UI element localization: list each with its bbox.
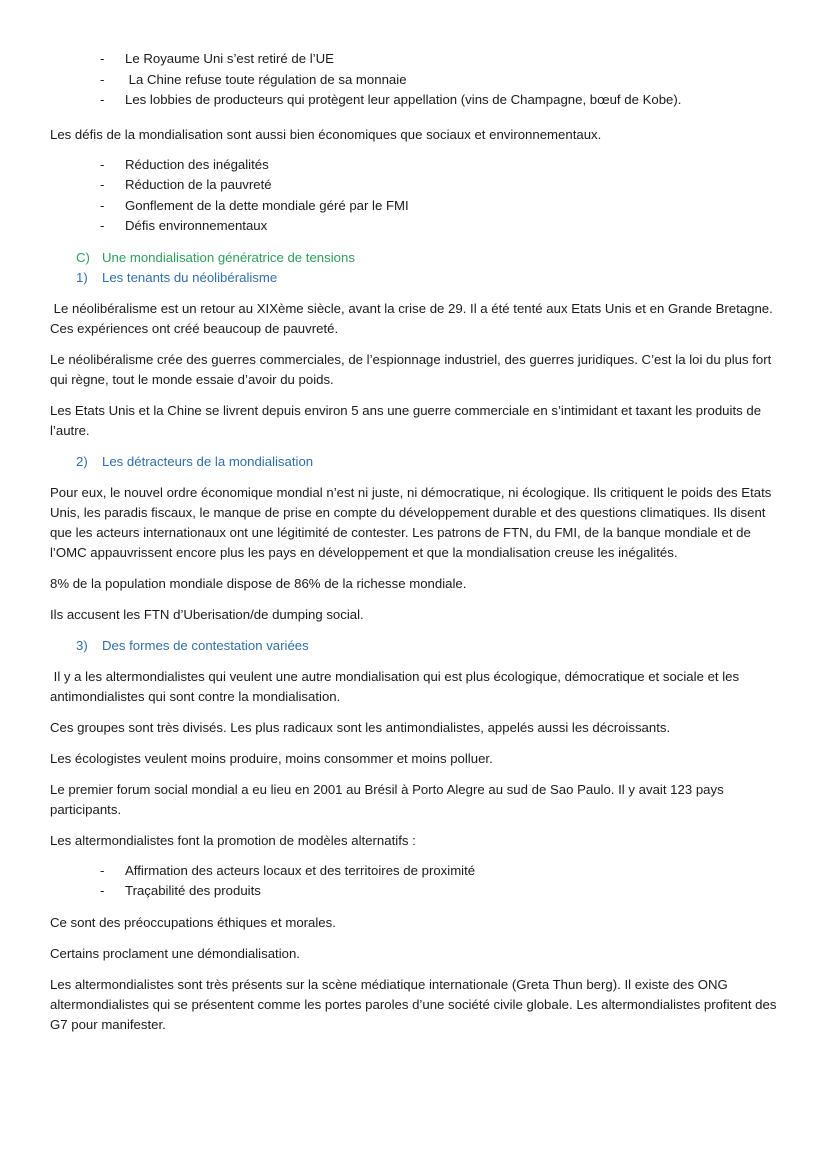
bullet-list-brakes bbox=[50, 49, 780, 111]
document-page bbox=[50, 49, 780, 1035]
subheading-number: 3) bbox=[76, 637, 88, 653]
list-item-text: Traçabilité des produits bbox=[125, 883, 261, 898]
dash-bullet: - bbox=[100, 197, 105, 213]
paragraph: Les Etats Unis et la Chine se livrent depuis environ 5 ans une guerre commerciale en s’intimidant et taxant les produits de l’autre. bbox=[50, 402, 762, 438]
dash-bullet: - bbox=[100, 218, 105, 233]
subheading-2 bbox=[50, 452, 780, 472]
bullet-list-challenges bbox=[50, 155, 780, 237]
list-item-text: Réduction des inégalités bbox=[125, 156, 269, 172]
paragraph: Ces groupes sont très divisés. Les plus radicaux sont les antimondialistes, appelés aussi les décroissants. bbox=[50, 719, 671, 735]
list-item bbox=[100, 90, 780, 111]
paragraph: Le premier forum social mondial a eu lieu en 2001 au Brésil à Porto Alegre au sud de Sao Paulo. Il y avait 123 pays participants. bbox=[50, 781, 724, 817]
list-item bbox=[100, 216, 780, 237]
paragraph: Les écologistes veulent moins produire, moins consommer et moins polluer. bbox=[50, 750, 493, 766]
subheading-3 bbox=[50, 636, 780, 656]
section-title: Une mondialisation génératrice de tensions bbox=[102, 249, 355, 265]
subheading-title: Des formes de contestation variées bbox=[102, 637, 309, 653]
list-item-text: Réduction de la pauvreté bbox=[125, 177, 272, 192]
subheading-title: Les détracteurs de la mondialisation bbox=[102, 453, 314, 469]
list-item bbox=[100, 881, 780, 902]
paragraph: Le néolibéralisme crée des guerres commerciales, de l’espionnage industriel, des guerres juridiques. C’est la loi du plus fort qui règne, tout le monde essaie d’avoir du poids. bbox=[50, 351, 772, 387]
paragraph: Certains proclament une démondialisation. bbox=[50, 945, 300, 961]
dash-bullet: - bbox=[100, 92, 105, 107]
section-heading-c bbox=[50, 248, 780, 268]
list-item-text: Gonflement de la dette mondiale géré par le FMI bbox=[125, 197, 409, 213]
list-item bbox=[100, 155, 780, 176]
paragraph: Les défis de la mondialisation sont aussi bien économiques que sociaux et environnementaux. bbox=[50, 126, 602, 142]
subheading-number: 2) bbox=[76, 453, 88, 469]
list-item-text: La Chine refuse toute régulation de sa monnaie bbox=[125, 71, 407, 87]
bullet-list-alternatives bbox=[50, 861, 780, 902]
list-item bbox=[100, 49, 780, 70]
dash-bullet: - bbox=[100, 177, 105, 192]
dash-bullet: - bbox=[100, 862, 105, 878]
list-item bbox=[100, 861, 780, 882]
subheading-1 bbox=[50, 268, 780, 288]
subheading-number: 1) bbox=[76, 269, 88, 285]
list-item-text: Le Royaume Uni s’est retiré de l’UE bbox=[125, 51, 334, 66]
paragraph: Il y a les altermondialistes qui veulent une autre mondialisation qui est plus écologique, démocratique et sociale et les antimondialistes qui sont contre la mondialisation. bbox=[50, 668, 743, 704]
list-item-text: Affirmation des acteurs locaux et des territoires de proximité bbox=[125, 862, 476, 878]
list-item bbox=[100, 196, 780, 217]
dash-bullet: - bbox=[100, 71, 105, 87]
dash-bullet: - bbox=[100, 156, 105, 172]
paragraph: Ce sont des préoccupations éthiques et morales. bbox=[50, 914, 336, 930]
dash-bullet: - bbox=[100, 51, 105, 66]
paragraph: Le néolibéralisme est un retour au XIXème siècle, avant la crise de 29. Il a été tenté aux Etats Unis et en Grande Bretagne. Ces expériences ont créé beaucoup de pauvreté. bbox=[50, 300, 777, 336]
list-item bbox=[100, 70, 780, 91]
paragraph: Pour eux, le nouvel ordre économique mondial n’est ni juste, ni démocratique, ni écologique. Ils critiquent le poids des Etats Unis, les paradis fiscaux, le manque de prise en compte du développement durable et des questions climatiques. Ils disent que les acteurs internationaux ont une légitimité de contester. Les patrons de FTN, du FMI, de la banque mondiale et de l’OMC appauvrissent encore plus les pays en développement et que la mondialisation creuse les inégalités. bbox=[50, 484, 772, 560]
list-item-text: Les lobbies de producteurs qui protègent leur appellation (vins de Champagne, bœuf de Kobe). bbox=[125, 92, 682, 107]
list-item-text: Défis environnementaux bbox=[125, 218, 268, 233]
dash-bullet: - bbox=[100, 883, 105, 898]
list-item bbox=[100, 175, 780, 196]
paragraph: 8% de la population mondiale dispose de 86% de la richesse mondiale. bbox=[50, 575, 467, 591]
section-number: C) bbox=[76, 249, 90, 265]
paragraph: Ils accusent les FTN d’Uberisation/de dumping social. bbox=[50, 606, 364, 622]
paragraph: Les altermondialistes sont très présents sur la scène médiatique internationale (Greta Thun berg). Il existe des ONG altermondialistes qui se présentent comme les portes paroles d’une société civile globale. Les altermondialistes profitent des G7 pour manifester. bbox=[50, 976, 777, 1032]
paragraph: Les altermondialistes font la promotion de modèles alternatifs : bbox=[50, 832, 416, 848]
subheading-title: Les tenants du néolibéralisme bbox=[102, 269, 278, 285]
